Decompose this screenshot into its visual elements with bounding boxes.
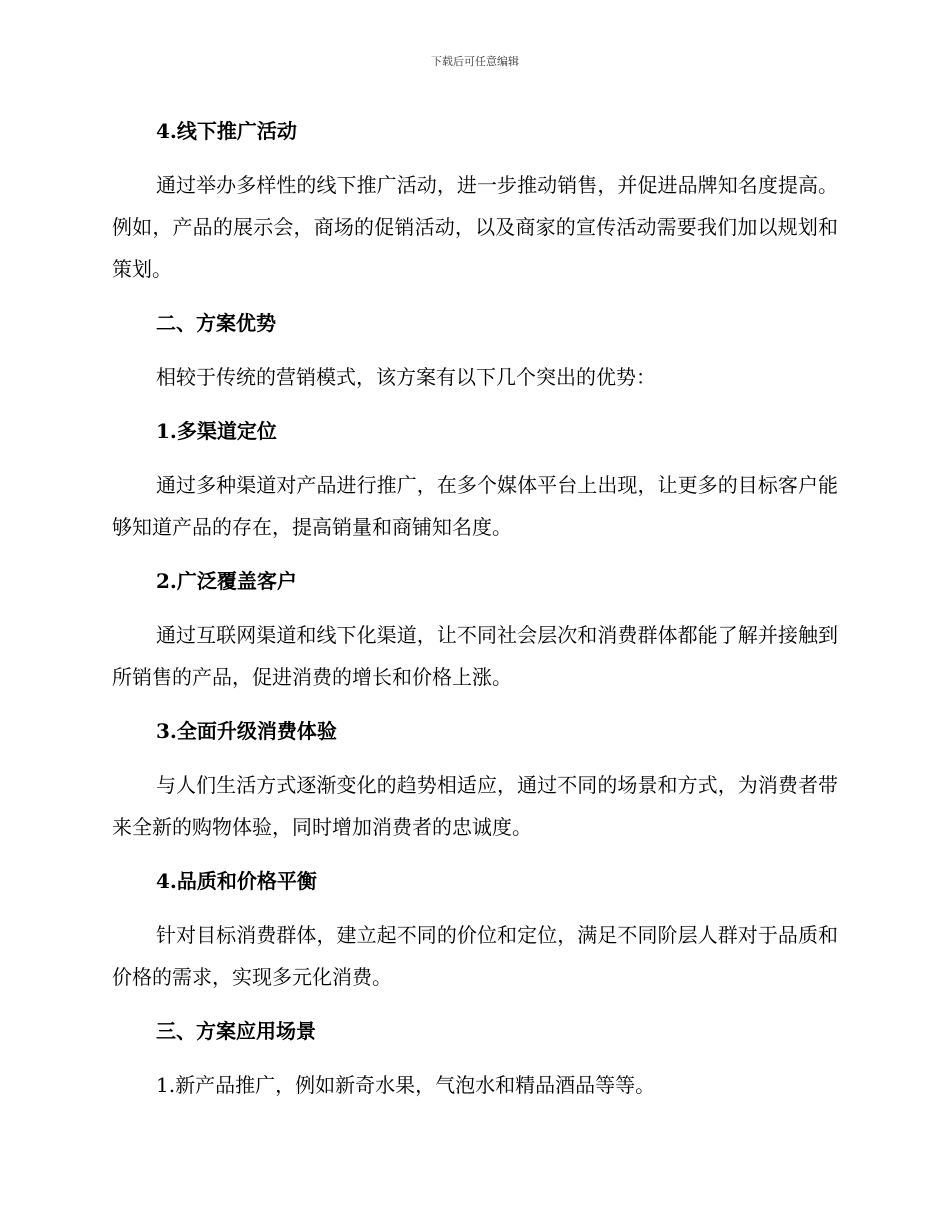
section-heading-scenarios: 三、方案应用场景 (156, 1019, 316, 1043)
subheading-experience: 3.全面升级消费体验 (156, 719, 337, 743)
page-header: 下载后可任意编辑 (431, 55, 519, 68)
subheading-offline-promotion: 4.线下推广活动 (156, 119, 297, 143)
paragraph-experience: 与人们生活方式逐渐变化的趋势相适应，通过不同的场景和方式，为消费者带来全新的购物体验，同时增加消费者的忠诚度。 (112, 773, 838, 839)
subheading-coverage: 2.广泛覆盖客户 (156, 569, 297, 593)
subheading-multichannel: 1.多渠道定位 (156, 419, 277, 443)
paragraph-coverage: 通过互联网渠道和线下化渠道，让不同社会层次和消费群体都能了解并接触到所销售的产品，促进消费的增长和价格上涨。 (112, 623, 838, 689)
subheading-quality-price: 4.品质和价格平衡 (156, 869, 317, 893)
document-body (112, 110, 838, 1118)
paragraph-advantages-intro: 相较于传统的营销模式，该方案有以下几个突出的优势： (156, 365, 656, 389)
paragraph-quality-price: 针对目标消费群体，建立起不同的价位和定位，满足不同阶层人群对于品质和价格的需求，实现多元化消费。 (112, 923, 838, 989)
paragraph-scenario-1: 1.新产品推广，例如新奇水果，气泡水和精品酒品等等。 (156, 1073, 656, 1097)
section-heading-advantages: 二、方案优势 (156, 311, 276, 335)
paragraph-multichannel: 通过多种渠道对产品进行推广，在多个媒体平台上出现，让更多的目标客户能够知道产品的存在，提高销量和商铺知名度。 (112, 473, 838, 539)
paragraph-offline-promotion: 通过举办多样性的线下推广活动，进一步推动销售，并促进品牌知名度提高。例如，产品的展示会，商场的促销活动，以及商家的宣传活动需要我们加以规划和策划。 (112, 173, 838, 281)
